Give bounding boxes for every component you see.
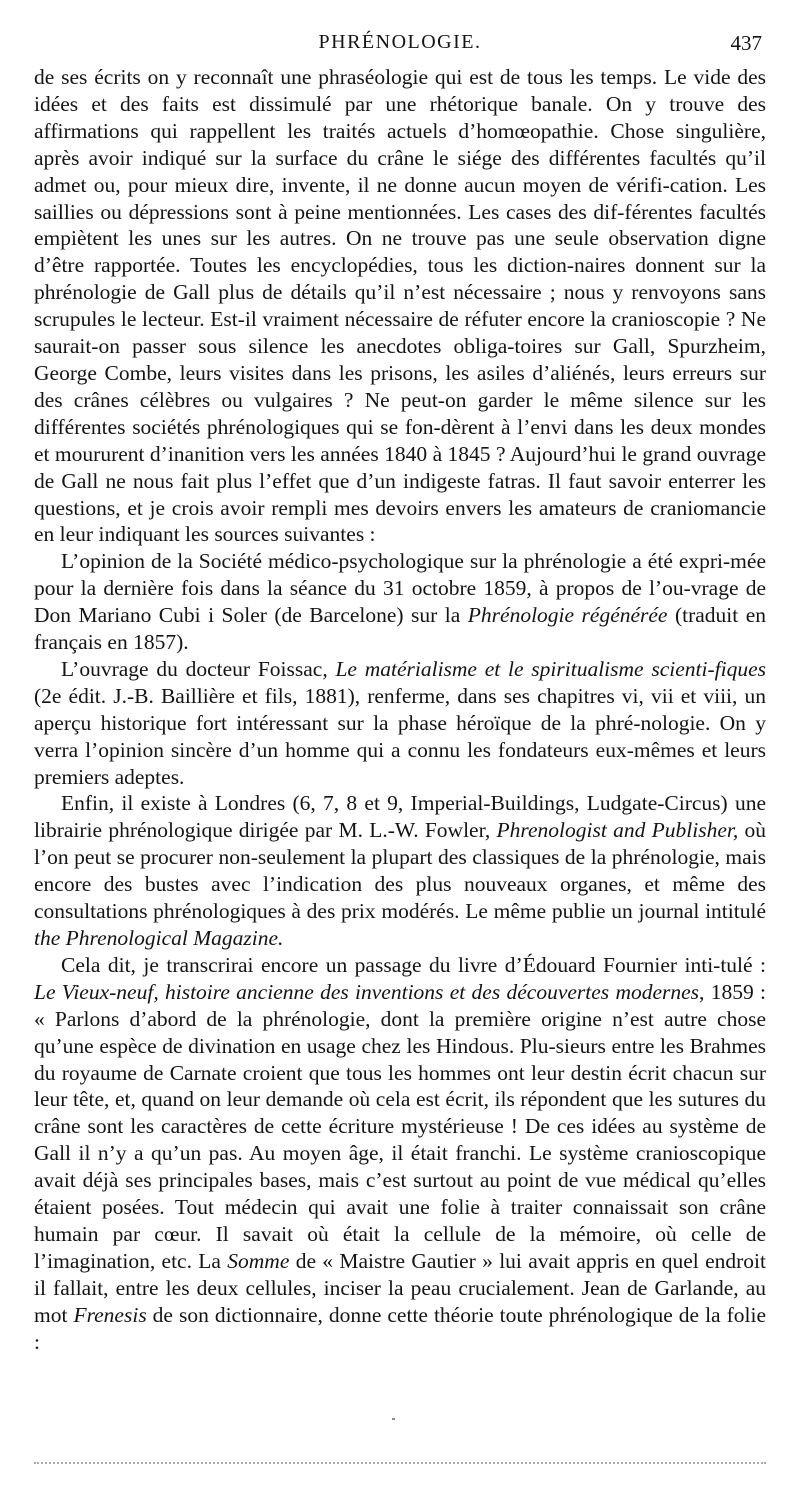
running-head — [0, 31, 800, 61]
text-run: de ses écrits on y reconnaît une phraséologie qui est de tous les temps. Le vide des idées et des faits est dissimulé par une rhétorique banale. On y trouve des affirmations qui rappellent les traités actuels d’homœopathie. Chose singulière, après avoir indiqué sur la surface du crâne le siége des différentes facultés qu’il admet ou, pour mieux dire, invente, il ne donne aucun moyen de vérifi-cation. Les saillies ou dépressions sont à peine mentionnées. Les cases des dif-férentes facultés empiètent les unes sur les autres. On ne trouve pas une seule observation digne d’être rapportée. Toutes les encyclopédies, tous les diction-naires donnent sur la phrénologie de Gall plus de détails qu’il n’est nécessaire ; nous y renvoyons sans scrupules le lecteur. Est-il vraiment nécessaire de réfuter encore la cranioscopie ? Ne saurait-on passer sous silence les anecdotes obliga-toires sur Gall, Spurzheim, George Combe, leurs visites dans les prisons, les asiles d’aliénés, leurs erreurs sur des crânes célèbres ou vulgaires ? Ne peut-on garder le même silence sur les différentes sociétés phrénologiques qui se fon-dèrent à l’envi dans les deux mondes et moururent d’inanition vers les années 1840 à 1845 ? Aujourd’hui le grand ouvrage de Gall ne nous fait plus l’effet que d’un indigeste fatras. Il faut savoir enterrer les questions, et je crois avoir rempli mes devoirs envers les amateurs de craniomancie en leur indiquant les sources suivantes : — [34, 65, 766, 547]
text-run: Enfin, il existe à Londres (6, 7, 8 et 9, Imperial-Buildings, Ludgate-Circus) une librairie phrénologique dirigée par M. L.-W. Fowler, — [34, 791, 766, 843]
text-run: de « Maistre Gautier » lui avait appris en quel endroit il fallait, entre les deux cellules, inciser la peau crucialement. Jean de Garlande, au mot — [34, 1248, 766, 1327]
italic-text: Le matérialisme et le spiritualisme scienti-fiques — [335, 656, 766, 681]
italic-text: Frenesis — [73, 1302, 147, 1327]
page-number: 437 — [730, 31, 762, 55]
body-text — [34, 64, 766, 1356]
italic-text: Le Vieux-neuf, histoire ancienne des inventions et des découvertes modernes — [34, 979, 700, 1004]
text-run: de son dictionnaire, donne cette théorie toute phrénologique de la folie : — [34, 1302, 766, 1354]
italic-text: the Phrenological Magazine. — [34, 926, 284, 950]
text-run: (2e édit. J.-B. Baillière et fils, 1881), renferme, dans ses chapitres vi, vii et viii, un aperçu historique fort intéressant sur la phase héroïque de la phré-nologie. On y verra l’opinion sincère d’un homme qui a connu les fondateurs eux-mêmes et leurs premiers adeptes. — [34, 683, 766, 789]
text-run: L’ouvrage du docteur Foissac, — [61, 656, 336, 681]
paragraph — [34, 548, 766, 656]
italic-text: Phrénologie régénérée — [467, 603, 668, 628]
text-run: L’opinion de la Société médico-psychologique sur la phrénologie a été expri-mée pour la dernière fois dans la séance du 31 octobre 1859, à propos de l’ou-vrage de Don Mariano Cubi i Soler (de Barcelone) sur la — [34, 549, 766, 628]
paragraph — [34, 64, 766, 548]
text-run: , 1859 : « Parlons d’abord de la phrénologie, dont la première origine n’est autre chose qu’une espèce de divination en usage chez les Hindous. Plu-sieurs entre les Brahmes du royaume de Carnate croient que tous les hommes ont leur destin écrit chacun sur leur tête, et, quand on leur demande où cela est écrit, ils répondent que les sutures du crâne sont les caractères de cette écriture mystérieuse ! De ces idées au système de Gall il n’y a qu’un pas. Au moyen âge, il était franchi. Le système cranioscopique avait déjà ses principales bases, mais c’est surtout au point de vue médical qu’elles étaient posées. Tout médecin qui avait une folie à traiter connaissait son crâne humain par cœur. Il savait où était la cellule de la mémoire, où celle de l’imagination, etc. La — [34, 979, 766, 1273]
paragraph — [34, 790, 766, 951]
print-speck — [392, 1418, 395, 1420]
italic-text: Phrenologist and Publisher, — [496, 818, 739, 843]
text-run: Cela dit, je transcrirai encore un passage du livre d’Édouard Fournier inti-tulé : — [61, 952, 766, 977]
paragraph — [34, 656, 766, 791]
footer-rule — [34, 1462, 766, 1464]
italic-text: Somme — [227, 1248, 290, 1273]
text-run: où l’on peut se procurer non-seulement la plupart des classiques de la phrénologie, mais encore des bustes avec l’indication des plus nouveaux organes, et même des consultations phrénologiques à des prix modérés. Le même publie un journal intitulé — [34, 818, 766, 924]
text-run: (traduit en français en 1857). — [34, 603, 766, 655]
running-title: PHRÉNOLOGIE. — [318, 31, 482, 53]
paragraph — [34, 952, 766, 1356]
